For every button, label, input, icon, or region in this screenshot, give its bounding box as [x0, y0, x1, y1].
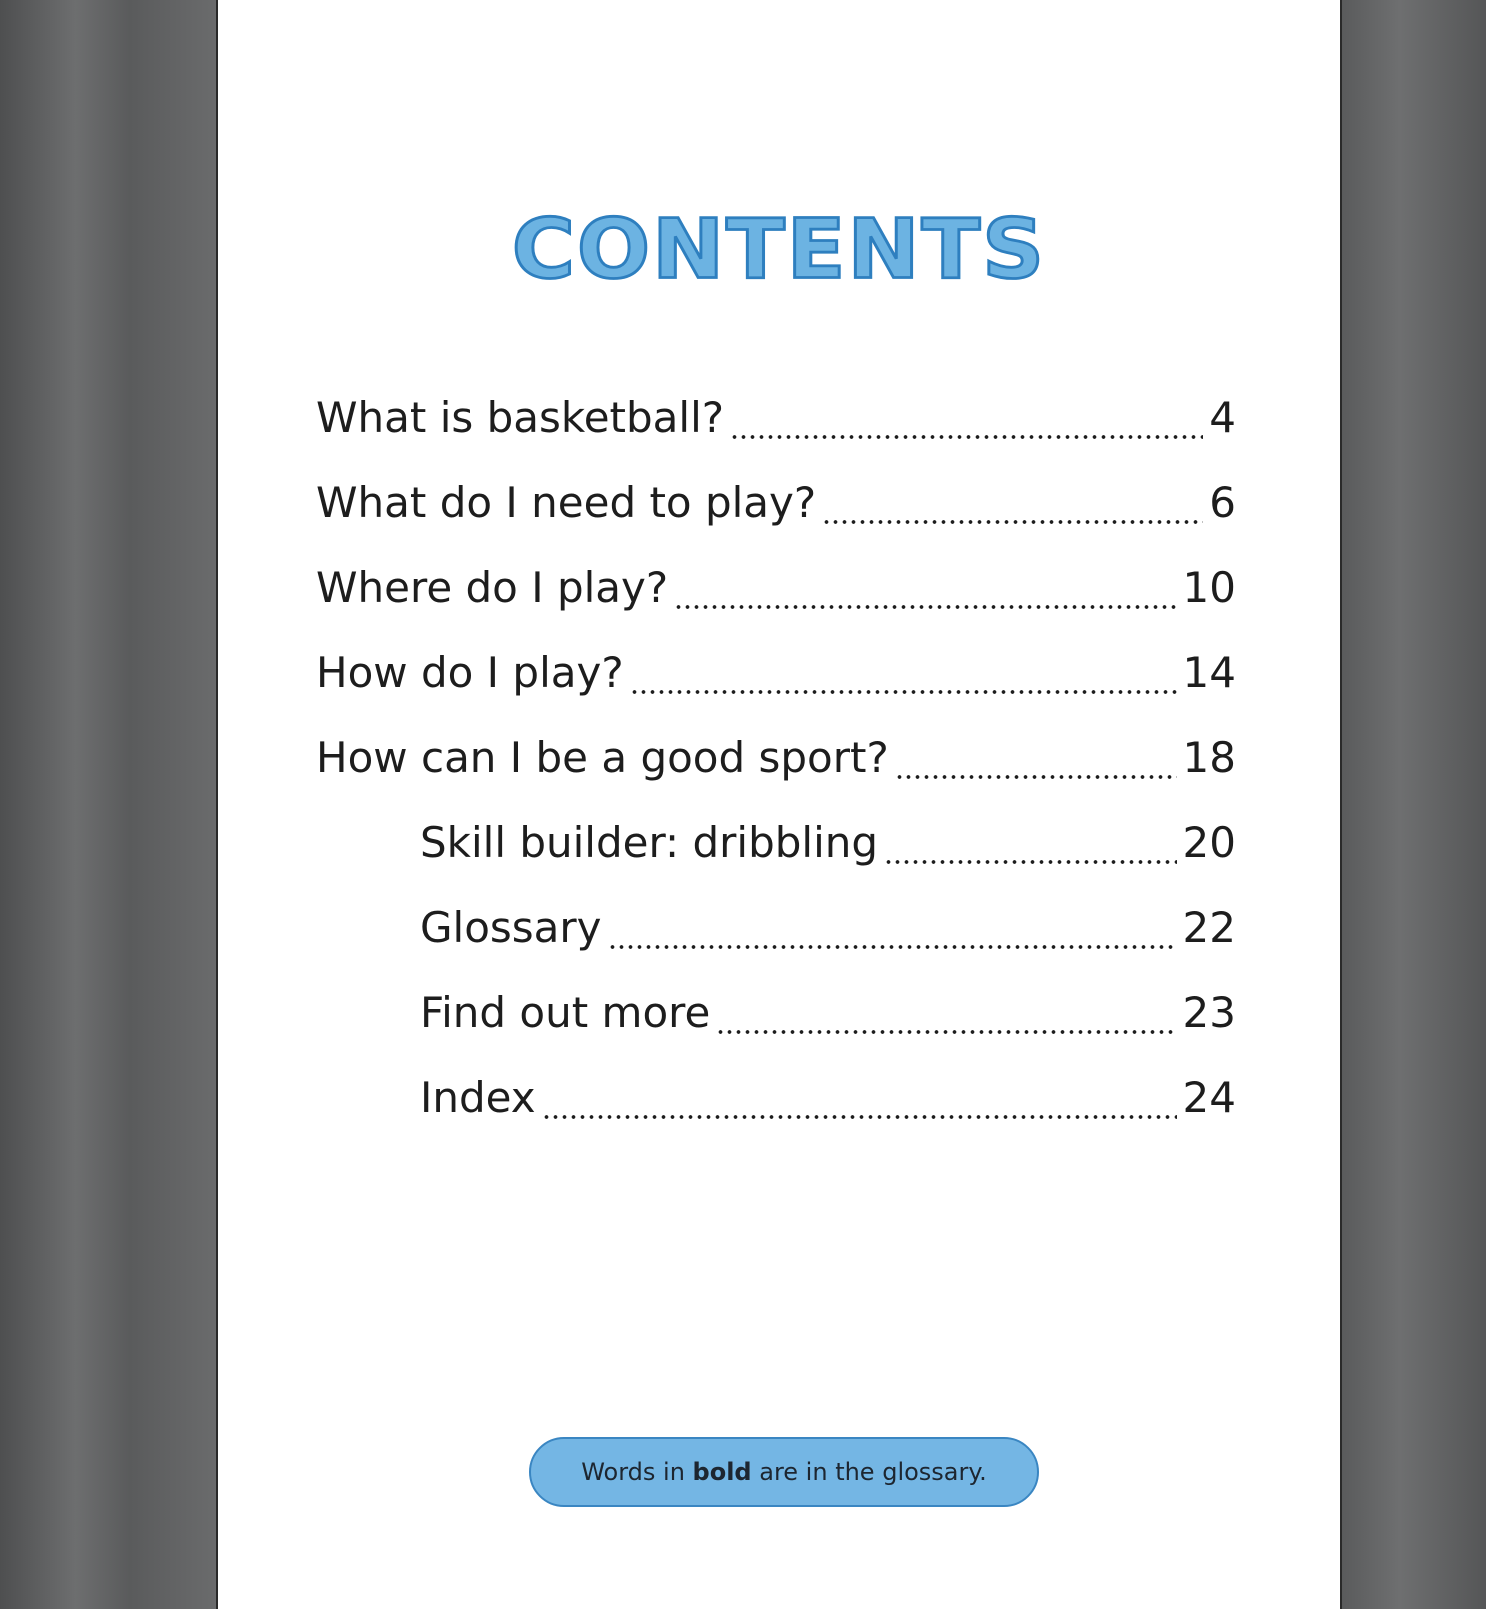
- toc-entry[interactable]: [316, 648, 1236, 708]
- toc-leader-dots: [884, 860, 1177, 864]
- toc-entry[interactable]: [316, 478, 1236, 538]
- toc-entry-page: 24: [1182, 1073, 1236, 1122]
- glossary-note-bold: bold: [692, 1458, 752, 1486]
- toc-leader-dots: [542, 1115, 1177, 1119]
- toc-entry[interactable]: [420, 988, 1236, 1048]
- toc-leader-dots: [674, 605, 1176, 609]
- toc-entry[interactable]: [316, 733, 1236, 793]
- toc-entry-label: Glossary: [420, 903, 602, 952]
- left-background: [0, 0, 216, 1609]
- toc-entry[interactable]: [316, 563, 1236, 623]
- book-page: [216, 0, 1342, 1609]
- toc-entry-page: 14: [1182, 648, 1236, 697]
- toc-entry-page: 10: [1182, 563, 1236, 612]
- toc-leader-dots: [716, 1030, 1176, 1034]
- toc-leader-dots: [822, 520, 1203, 524]
- toc-entry-label: How can I be a good sport?: [316, 733, 889, 782]
- toc-entry[interactable]: [420, 903, 1236, 963]
- table-of-contents: [218, 0, 1340, 1200]
- toc-entry[interactable]: [316, 393, 1236, 453]
- toc-entry[interactable]: [420, 818, 1236, 878]
- toc-entry-label: How do I play?: [316, 648, 624, 697]
- page-title: CONTENTS: [511, 202, 1047, 298]
- toc-leader-dots: [608, 945, 1177, 949]
- glossary-note: [529, 1437, 1039, 1507]
- glossary-note-after: are in the glossary.: [751, 1458, 987, 1486]
- toc-entry-label: What is basketball?: [316, 393, 725, 442]
- toc-entry-label: What do I need to play?: [316, 478, 817, 527]
- toc-entry-label: Find out more: [420, 988, 711, 1037]
- glossary-note-before: Words in: [581, 1458, 693, 1486]
- toc-entry-page: 20: [1182, 818, 1236, 867]
- toc-leader-dots: [730, 435, 1203, 439]
- toc-leader-dots: [895, 775, 1177, 779]
- toc-entry-label: Where do I play?: [316, 563, 669, 612]
- toc-entry-label: Index: [420, 1073, 536, 1122]
- toc-entry-page: 23: [1182, 988, 1236, 1037]
- toc-entry-label: Skill builder: dribbling: [420, 818, 879, 867]
- toc-leader-dots: [630, 690, 1177, 694]
- toc-entry-page: 6: [1209, 478, 1236, 527]
- toc-entry-page: 22: [1182, 903, 1236, 952]
- toc-entry-page: 4: [1209, 393, 1236, 442]
- right-background: [1342, 0, 1486, 1609]
- toc-entry-page: 18: [1182, 733, 1236, 782]
- toc-entry[interactable]: [420, 1073, 1236, 1133]
